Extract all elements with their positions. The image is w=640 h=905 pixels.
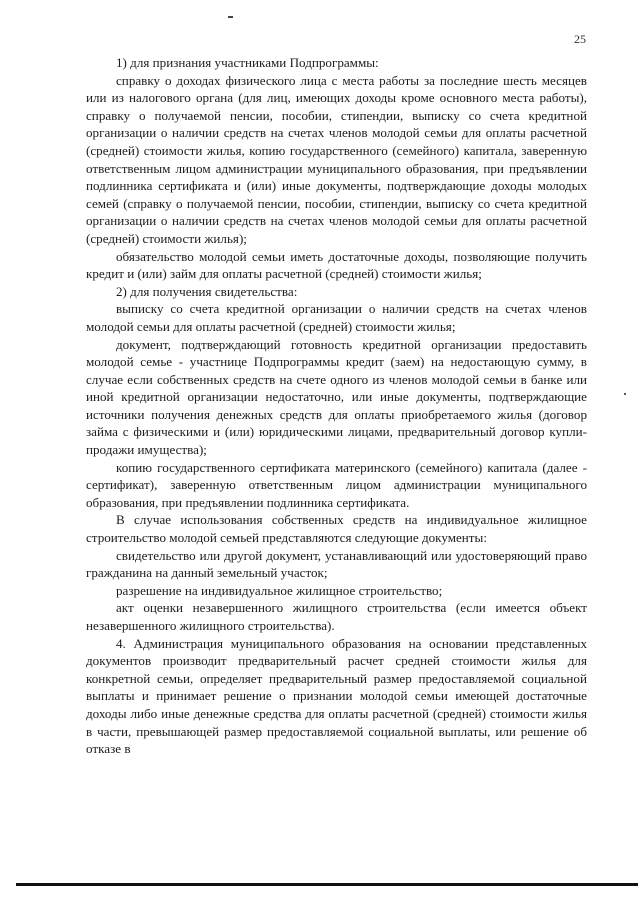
- paragraph-own-construction: В случае использования собственных средств на индивидуальное жилищное строительство молодой семьей представляются следующие документы:: [86, 512, 587, 546]
- paragraph-item-2-heading: 2) для получения свидетельства:: [116, 283, 298, 299]
- paragraph-bank-statement: выписку со счета кредитной организации о наличии средств на счетах членов молодой семьи для оплаты расчетной (средней) стоимости жилья;: [86, 301, 587, 334]
- paragraph-credit-document: документ, подтверждающий готовность кредитной организации предоставить молодой семье - участнице Подпрограммы кредит (заем) на недостающую сумму, в случае если собственных средств на счете одного из членов молодой семьи в банке или иной кредитной организации недостаточно, или иные документы, подтверждающие источники получения денежных средств для оплаты приобретаемого жилья (договор займа с физическими и (или) юридическими лицами, предварительный договор купли-продажи имущества);: [86, 336, 587, 458]
- paragraph-income-certificate: справку о доходах физического лица с места работы за последние шесть месяцев или из налогового органа (для лиц, имеющих доходы кроме основного места работы), справку о получаемой пенсии, пособии, стипендии, выписку со счета кредитной организации о наличии средств на счетах членов молодой семьи для оплаты расчетной (средней) стоимости жилья, копию государственного (семейного) капитала, заверенную ответственным лицом администрации муниципального образования, при предъявлении подлинника сертификата и (или) иные документы, подтверждающие доходы молодых семей (справку о получаемой пенсии, пособии, стипендии, выписку со счета кредитной организации о наличии средств на счетах членов молодой семьи для оплаты расчетной (средней) стоимости жилья);: [86, 72, 587, 246]
- paragraph-maternity-capital: копию государственного сертификата материнского (семейного) капитала (далее - сертификат), заверенную ответственным лицом администрации муниципального образования, при предъявлении подлинника сертификата.: [86, 459, 587, 510]
- document-body: [86, 54, 587, 758]
- paragraph-income-obligation: обязательство молодой семьи иметь достаточные доходы, позволяющие получить кредит и (или) займ для оплаты расчетной (средней) стоимости жилья;: [86, 248, 587, 282]
- scan-bottom-border: [16, 883, 638, 886]
- page-number: 25: [574, 32, 586, 46]
- paragraph-building-permit: разрешение на индивидуальное жилищное строительство;: [116, 582, 443, 598]
- paragraph-item-1-heading: 1) для признания участниками Подпрограммы:: [116, 55, 379, 70]
- paragraph-land-certificate: свидетельство или другой документ, устанавливающий или удостоверяющий право гражданина на данный земельный участок;: [86, 547, 587, 581]
- paragraph-item-4: 4. Администрация муниципального образования на основании представленных документов производит предварительный расчет средней стоимости жилья для конкретной семьи, определяет предварительный размер предоставляемой социальной выплаты и принимает решение о признании молодой семьи имеющей достаточные доходы либо иные денежные средства для оплаты расчетной (средней) стоимости жилья в части, превышающей размер предоставляемой социальной выплаты, или решение об отказе в: [86, 635, 587, 757]
- scan-artifact-dot: [624, 393, 626, 395]
- scan-artifact-mark: [228, 16, 233, 18]
- paragraph-assessment-act: акт оценки незавершенного жилищного строительства (если имеется объект незавершенного жилищного строительства).: [86, 600, 587, 633]
